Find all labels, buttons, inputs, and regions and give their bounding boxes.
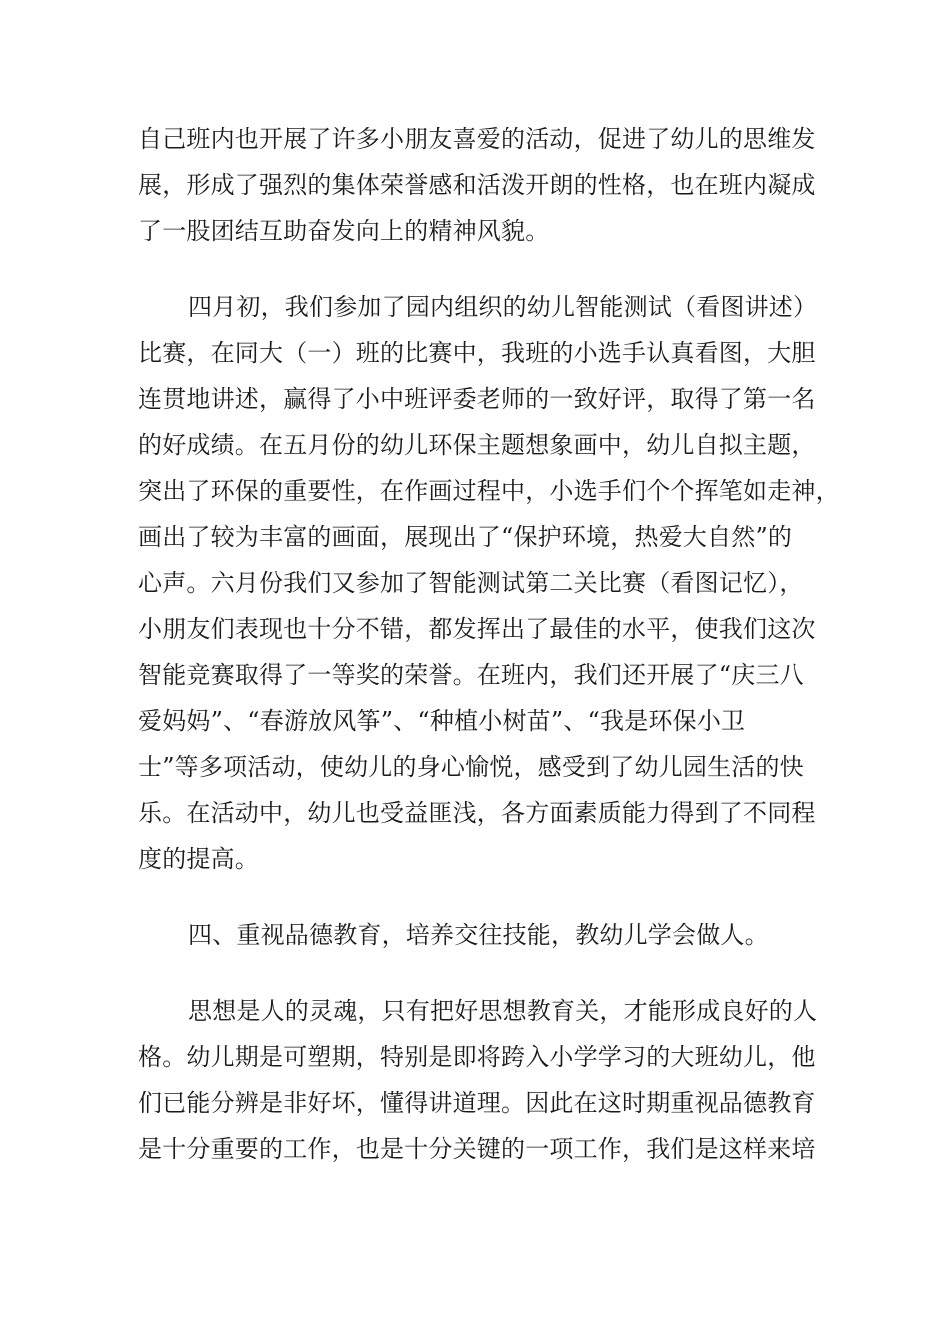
text-line: 连贯地讲述，赢得了小中班评委老师的一致好评，取得了第一名 [138,385,816,413]
text-line: 的好成绩。在五月份的幼儿环保主题想象画中，幼儿自拟主题， [138,431,816,459]
paragraph-gap [138,254,838,284]
paragraph-1 [138,116,838,254]
text-line: 爱妈妈”、“春游放风筝”、“种植小树苗”、“我是环保小卫 [138,707,746,735]
text-line: 自己班内也开展了许多小朋友喜爱的活动，促进了幼儿的思维发 [138,125,816,153]
text-line: 了一股团结互助奋发向上的精神风貌。 [138,217,550,245]
text-line: 画出了较为丰富的画面，展现出了“保护环境，热爱大自然”的 [138,523,793,551]
text-line: 比赛，在同大（一）班的比赛中，我班的小选手认真看图，大胆 [138,339,816,367]
text-line: 四、重视品德教育，培养交往技能，教幼儿学会做人。 [188,921,769,949]
paragraph-4 [138,988,838,1172]
paragraph-gap [138,958,838,988]
text-line: 展，形成了强烈的集体荣誉感和活泼开朗的性格，也在班内凝成 [138,171,816,199]
text-line: 思想是人的灵魂，只有把好思想教育关，才能形成良好的人 [188,997,818,1025]
paragraph-gap [138,882,838,912]
text-line: 智能竞赛取得了一等奖的荣誉。在班内，我们还开展了“庆三八 [138,661,804,689]
text-line: 小朋友们表现也十分不错，都发挥出了最佳的水平，使我们这次 [138,615,816,643]
section-heading [138,912,838,958]
text-line: 们已能分辨是非好坏，懂得讲道理。因此在这时期重视品德教育 [138,1089,816,1117]
text-line: 四月初，我们参加了园内组织的幼儿智能测试（看图讲述） [188,293,818,321]
text-line: 是十分重要的工作，也是十分关键的一项工作，我们是这样来培 [138,1135,816,1163]
text-line: 突出了环保的重要性，在作画过程中，小选手们个个挥笔如走神， [138,477,840,505]
paragraph-2 [138,284,838,882]
document-body [138,116,838,1172]
text-line: 度的提高。 [138,845,259,873]
text-line: 乐。在活动中，幼儿也受益匪浅，各方面素质能力得到了不同程 [138,799,816,827]
text-line: 心声。六月份我们又参加了智能测试第二关比赛（看图记忆）， [138,569,804,597]
text-line: 格。幼儿期是可塑期，特别是即将跨入小学学习的大班幼儿，他 [138,1043,816,1071]
text-line: 士”等多项活动，使幼儿的身心愉悦，感受到了幼儿园生活的快 [138,753,804,781]
